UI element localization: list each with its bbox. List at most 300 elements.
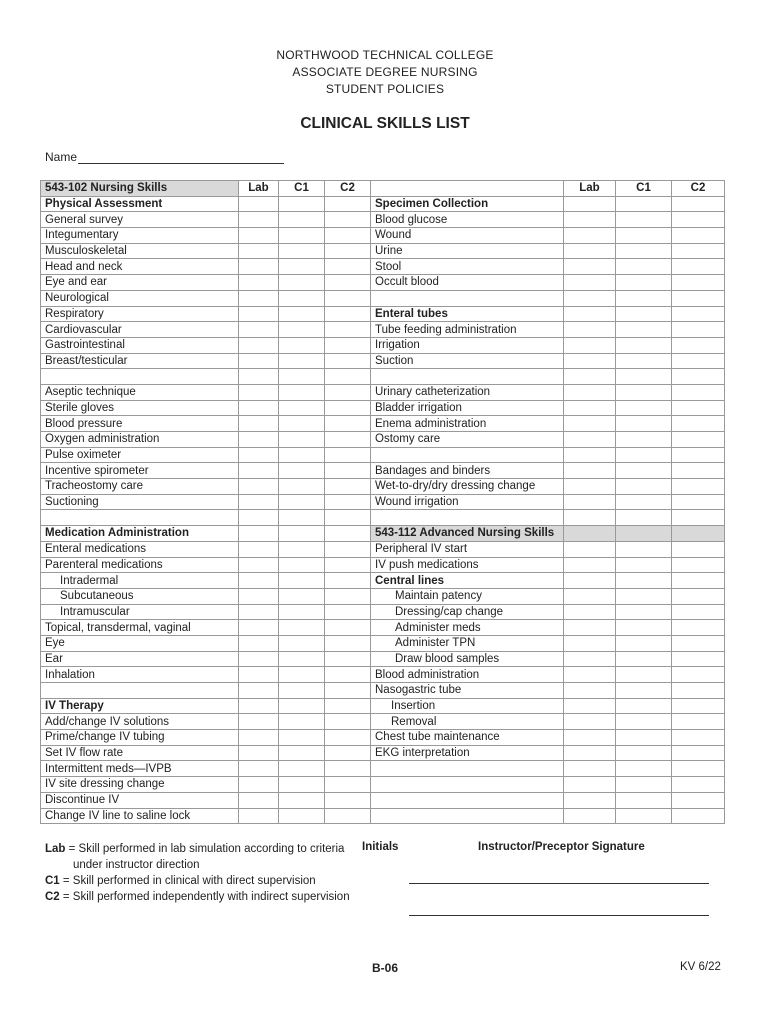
table-row xyxy=(41,541,725,557)
right-lab-initials-cell[interactable] xyxy=(564,416,616,432)
right-c1-initials-cell[interactable] xyxy=(616,792,672,808)
left-c2-initials-cell[interactable] xyxy=(325,228,371,244)
left-c2-initials-cell[interactable] xyxy=(325,353,371,369)
legend-lab-text: = Skill performed in lab simulation according to criteria xyxy=(65,843,345,855)
right-c1-initials-cell[interactable] xyxy=(616,463,672,479)
left-c2-initials-cell[interactable] xyxy=(325,808,371,824)
table-row xyxy=(41,463,725,479)
left-c2-initials-cell[interactable] xyxy=(325,588,371,604)
right-lab-initials-cell[interactable] xyxy=(564,714,616,730)
right-lab-initials-cell[interactable] xyxy=(564,510,616,526)
right-c1-initials-cell[interactable] xyxy=(616,651,672,667)
right-skill-label: 543-112 Advanced Nursing Skills xyxy=(371,526,564,542)
right-c2-initials-cell[interactable] xyxy=(672,714,725,730)
right-lab-initials-cell[interactable] xyxy=(564,526,616,542)
left-c1-initials-cell[interactable] xyxy=(279,259,325,275)
right-skill-label: Specimen Collection xyxy=(371,196,564,212)
right-col-c1-header: C1 xyxy=(616,181,672,197)
table-row xyxy=(41,761,725,777)
left-c2-initials-cell[interactable] xyxy=(325,541,371,557)
table-row xyxy=(41,322,725,338)
right-skill-label: Occult blood xyxy=(371,275,564,291)
right-lab-initials-cell[interactable] xyxy=(564,447,616,463)
left-c2-initials-cell[interactable] xyxy=(325,698,371,714)
left-c1-initials-cell[interactable] xyxy=(279,808,325,824)
signature-line-2[interactable] xyxy=(409,915,709,916)
right-c2-initials-cell[interactable] xyxy=(672,494,725,510)
right-lab-initials-cell[interactable] xyxy=(564,479,616,495)
right-lab-initials-cell[interactable] xyxy=(564,604,616,620)
left-c1-initials-cell[interactable] xyxy=(279,353,325,369)
left-lab-initials-cell[interactable] xyxy=(239,463,279,479)
right-col-c2-header: C2 xyxy=(672,181,725,197)
right-c1-initials-cell[interactable] xyxy=(616,604,672,620)
left-c1-initials-cell[interactable] xyxy=(279,290,325,306)
table-row xyxy=(41,651,725,667)
left-c1-initials-cell[interactable] xyxy=(279,228,325,244)
right-skill-label xyxy=(371,808,564,824)
left-lab-initials-cell[interactable] xyxy=(239,588,279,604)
right-lab-initials-cell[interactable] xyxy=(564,290,616,306)
right-lab-initials-cell[interactable] xyxy=(564,228,616,244)
left-c1-initials-cell[interactable] xyxy=(279,714,325,730)
left-skill-label: Intermittent meds—IVPB xyxy=(41,761,239,777)
right-skill-label: Irrigation xyxy=(371,337,564,353)
right-c2-initials-cell[interactable] xyxy=(672,573,725,589)
right-c1-initials-cell[interactable] xyxy=(616,479,672,495)
left-lab-initials-cell[interactable] xyxy=(239,337,279,353)
right-skill-label: Wet-to-dry/dry dressing change xyxy=(371,479,564,495)
left-lab-initials-cell[interactable] xyxy=(239,667,279,683)
right-c2-initials-cell[interactable] xyxy=(672,698,725,714)
left-lab-initials-cell[interactable] xyxy=(239,526,279,542)
right-c2-initials-cell[interactable] xyxy=(672,730,725,746)
right-c1-initials-cell[interactable] xyxy=(616,259,672,275)
left-lab-initials-cell[interactable] xyxy=(239,761,279,777)
right-lab-initials-cell[interactable] xyxy=(564,667,616,683)
left-c1-initials-cell[interactable] xyxy=(279,730,325,746)
right-c2-initials-cell[interactable] xyxy=(672,667,725,683)
left-lab-initials-cell[interactable] xyxy=(239,353,279,369)
left-lab-initials-cell[interactable] xyxy=(239,604,279,620)
left-c1-initials-cell[interactable] xyxy=(279,620,325,636)
right-lab-initials-cell[interactable] xyxy=(564,573,616,589)
right-c1-initials-cell[interactable] xyxy=(616,494,672,510)
right-c1-initials-cell[interactable] xyxy=(616,306,672,322)
right-c2-initials-cell[interactable] xyxy=(672,243,725,259)
left-lab-initials-cell[interactable] xyxy=(239,714,279,730)
right-c2-initials-cell[interactable] xyxy=(672,808,725,824)
table-row xyxy=(41,777,725,793)
right-c2-initials-cell[interactable] xyxy=(672,416,725,432)
left-c1-initials-cell[interactable] xyxy=(279,369,325,385)
right-c1-initials-cell[interactable] xyxy=(616,761,672,777)
right-lab-initials-cell[interactable] xyxy=(564,337,616,353)
right-c2-initials-cell[interactable] xyxy=(672,604,725,620)
right-c1-initials-cell[interactable] xyxy=(616,369,672,385)
right-c2-initials-cell[interactable] xyxy=(672,337,725,353)
left-c2-initials-cell[interactable] xyxy=(325,557,371,573)
left-c1-initials-cell[interactable] xyxy=(279,212,325,228)
left-lab-initials-cell[interactable] xyxy=(239,510,279,526)
left-c2-initials-cell[interactable] xyxy=(325,667,371,683)
left-c1-initials-cell[interactable] xyxy=(279,651,325,667)
right-lab-initials-cell[interactable] xyxy=(564,730,616,746)
left-c1-initials-cell[interactable] xyxy=(279,479,325,495)
left-skill-label: Neurological xyxy=(41,290,239,306)
name-underline[interactable] xyxy=(78,151,284,164)
right-c1-initials-cell[interactable] xyxy=(616,777,672,793)
left-c1-initials-cell[interactable] xyxy=(279,494,325,510)
right-skill-label: Tube feeding administration xyxy=(371,322,564,338)
right-lab-initials-cell[interactable] xyxy=(564,243,616,259)
left-c2-initials-cell[interactable] xyxy=(325,212,371,228)
left-c1-initials-cell[interactable] xyxy=(279,792,325,808)
left-c2-initials-cell[interactable] xyxy=(325,290,371,306)
right-skill-label: EKG interpretation xyxy=(371,745,564,761)
page-number: B-06 xyxy=(371,961,398,975)
right-c1-initials-cell[interactable] xyxy=(616,228,672,244)
right-lab-initials-cell[interactable] xyxy=(564,777,616,793)
left-lab-initials-cell[interactable] xyxy=(239,290,279,306)
left-c2-initials-cell[interactable] xyxy=(325,447,371,463)
right-lab-initials-cell[interactable] xyxy=(564,808,616,824)
right-lab-initials-cell[interactable] xyxy=(564,369,616,385)
right-lab-initials-cell[interactable] xyxy=(564,212,616,228)
right-c2-initials-cell[interactable] xyxy=(672,620,725,636)
right-c1-initials-cell[interactable] xyxy=(616,635,672,651)
right-c2-initials-cell[interactable] xyxy=(672,384,725,400)
left-c2-initials-cell[interactable] xyxy=(325,526,371,542)
left-skill-label xyxy=(41,510,239,526)
right-lab-initials-cell[interactable] xyxy=(564,384,616,400)
right-c1-initials-cell[interactable] xyxy=(616,416,672,432)
left-c2-initials-cell[interactable] xyxy=(325,337,371,353)
left-c1-initials-cell[interactable] xyxy=(279,777,325,793)
right-lab-initials-cell[interactable] xyxy=(564,400,616,416)
right-lab-initials-cell[interactable] xyxy=(564,620,616,636)
right-lab-initials-cell[interactable] xyxy=(564,353,616,369)
right-c2-initials-cell[interactable] xyxy=(672,353,725,369)
left-lab-initials-cell[interactable] xyxy=(239,369,279,385)
left-skill-label xyxy=(41,369,239,385)
left-c2-initials-cell[interactable] xyxy=(325,463,371,479)
left-c1-initials-cell[interactable] xyxy=(279,761,325,777)
left-c1-initials-cell[interactable] xyxy=(279,322,325,338)
left-c2-initials-cell[interactable] xyxy=(325,683,371,699)
right-c1-initials-cell[interactable] xyxy=(616,573,672,589)
right-lab-initials-cell[interactable] xyxy=(564,541,616,557)
left-lab-initials-cell[interactable] xyxy=(239,432,279,448)
right-skill-label: Blood glucose xyxy=(371,212,564,228)
right-lab-initials-cell[interactable] xyxy=(564,306,616,322)
table-row xyxy=(41,181,725,197)
left-lab-initials-cell[interactable] xyxy=(239,384,279,400)
initials-label: Initials xyxy=(362,841,399,853)
right-c2-initials-cell[interactable] xyxy=(672,212,725,228)
left-c1-initials-cell[interactable] xyxy=(279,275,325,291)
left-c2-initials-cell[interactable] xyxy=(325,432,371,448)
right-c2-initials-cell[interactable] xyxy=(672,369,725,385)
right-lab-initials-cell[interactable] xyxy=(564,275,616,291)
right-skill-label: Insertion xyxy=(371,698,564,714)
right-skill-label xyxy=(371,290,564,306)
right-c2-initials-cell[interactable] xyxy=(672,322,725,338)
left-skill-label: Enteral medications xyxy=(41,541,239,557)
left-lab-initials-cell[interactable] xyxy=(239,777,279,793)
right-c2-initials-cell[interactable] xyxy=(672,432,725,448)
left-c2-initials-cell[interactable] xyxy=(325,306,371,322)
right-lab-initials-cell[interactable] xyxy=(564,322,616,338)
left-c1-initials-cell[interactable] xyxy=(279,541,325,557)
left-c1-initials-cell[interactable] xyxy=(279,745,325,761)
right-c2-initials-cell[interactable] xyxy=(672,463,725,479)
right-lab-initials-cell[interactable] xyxy=(564,557,616,573)
right-c1-initials-cell[interactable] xyxy=(616,588,672,604)
left-lab-initials-cell[interactable] xyxy=(239,683,279,699)
left-c1-initials-cell[interactable] xyxy=(279,667,325,683)
right-c1-initials-cell[interactable] xyxy=(616,337,672,353)
right-c2-initials-cell[interactable] xyxy=(672,651,725,667)
left-c2-initials-cell[interactable] xyxy=(325,620,371,636)
right-c2-initials-cell[interactable] xyxy=(672,275,725,291)
left-c1-initials-cell[interactable] xyxy=(279,432,325,448)
left-c2-initials-cell[interactable] xyxy=(325,196,371,212)
right-c2-initials-cell[interactable] xyxy=(672,510,725,526)
left-c2-initials-cell[interactable] xyxy=(325,369,371,385)
right-c1-initials-cell[interactable] xyxy=(616,541,672,557)
left-lab-initials-cell[interactable] xyxy=(239,573,279,589)
left-lab-initials-cell[interactable] xyxy=(239,196,279,212)
table-row xyxy=(41,604,725,620)
left-c1-initials-cell[interactable] xyxy=(279,557,325,573)
signature-label: Instructor/Preceptor Signature xyxy=(478,841,645,853)
right-c2-initials-cell[interactable] xyxy=(672,683,725,699)
right-skill-label: Enteral tubes xyxy=(371,306,564,322)
left-c1-initials-cell[interactable] xyxy=(279,604,325,620)
left-c1-initials-cell[interactable] xyxy=(279,698,325,714)
left-lab-initials-cell[interactable] xyxy=(239,228,279,244)
left-c2-initials-cell[interactable] xyxy=(325,714,371,730)
right-c2-initials-cell[interactable] xyxy=(672,792,725,808)
right-lab-initials-cell[interactable] xyxy=(564,698,616,714)
left-c2-initials-cell[interactable] xyxy=(325,400,371,416)
right-c1-initials-cell[interactable] xyxy=(616,557,672,573)
left-skill-label: Integumentary xyxy=(41,228,239,244)
right-lab-initials-cell[interactable] xyxy=(564,635,616,651)
right-c1-initials-cell[interactable] xyxy=(616,510,672,526)
left-lab-initials-cell[interactable] xyxy=(239,259,279,275)
right-c1-initials-cell[interactable] xyxy=(616,322,672,338)
left-lab-initials-cell[interactable] xyxy=(239,400,279,416)
right-lab-initials-cell[interactable] xyxy=(564,494,616,510)
right-c1-initials-cell[interactable] xyxy=(616,212,672,228)
left-skill-label: Physical Assessment xyxy=(41,196,239,212)
left-lab-initials-cell[interactable] xyxy=(239,698,279,714)
left-skill-label: Incentive spirometer xyxy=(41,463,239,479)
right-c1-initials-cell[interactable] xyxy=(616,447,672,463)
left-c1-initials-cell[interactable] xyxy=(279,196,325,212)
right-c2-initials-cell[interactable] xyxy=(672,761,725,777)
right-c1-initials-cell[interactable] xyxy=(616,290,672,306)
left-lab-initials-cell[interactable] xyxy=(239,306,279,322)
right-c1-initials-cell[interactable] xyxy=(616,400,672,416)
right-c2-initials-cell[interactable] xyxy=(672,777,725,793)
right-c1-initials-cell[interactable] xyxy=(616,808,672,824)
left-skill-label: Sterile gloves xyxy=(41,400,239,416)
left-c2-initials-cell[interactable] xyxy=(325,384,371,400)
right-c2-initials-cell[interactable] xyxy=(672,196,725,212)
right-c2-initials-cell[interactable] xyxy=(672,557,725,573)
left-skill-label: Eye and ear xyxy=(41,275,239,291)
left-c2-initials-cell[interactable] xyxy=(325,322,371,338)
college-name: NORTHWOOD TECHNICAL COLLEGE xyxy=(276,48,494,62)
left-lab-initials-cell[interactable] xyxy=(239,479,279,495)
left-c2-initials-cell[interactable] xyxy=(325,777,371,793)
right-c1-initials-cell[interactable] xyxy=(616,384,672,400)
left-lab-initials-cell[interactable] xyxy=(239,730,279,746)
left-lab-initials-cell[interactable] xyxy=(239,447,279,463)
right-c1-initials-cell[interactable] xyxy=(616,275,672,291)
left-c1-initials-cell[interactable] xyxy=(279,526,325,542)
name-field[interactable] xyxy=(45,150,284,164)
right-lab-initials-cell[interactable] xyxy=(564,792,616,808)
left-lab-initials-cell[interactable] xyxy=(239,620,279,636)
right-skill-label xyxy=(371,369,564,385)
right-c2-initials-cell[interactable] xyxy=(672,400,725,416)
right-c2-initials-cell[interactable] xyxy=(672,259,725,275)
right-c2-initials-cell[interactable] xyxy=(672,588,725,604)
left-lab-initials-cell[interactable] xyxy=(239,792,279,808)
left-c1-initials-cell[interactable] xyxy=(279,683,325,699)
left-c2-initials-cell[interactable] xyxy=(325,510,371,526)
left-lab-initials-cell[interactable] xyxy=(239,557,279,573)
right-skill-label xyxy=(371,761,564,777)
left-c2-initials-cell[interactable] xyxy=(325,416,371,432)
right-c1-initials-cell[interactable] xyxy=(616,683,672,699)
right-c1-initials-cell[interactable] xyxy=(616,243,672,259)
left-c2-initials-cell[interactable] xyxy=(325,243,371,259)
right-lab-initials-cell[interactable] xyxy=(564,588,616,604)
table-row xyxy=(41,588,725,604)
left-lab-initials-cell[interactable] xyxy=(239,745,279,761)
right-lab-initials-cell[interactable] xyxy=(564,745,616,761)
left-c2-initials-cell[interactable] xyxy=(325,494,371,510)
left-c1-initials-cell[interactable] xyxy=(279,463,325,479)
right-c2-initials-cell[interactable] xyxy=(672,290,725,306)
left-lab-initials-cell[interactable] xyxy=(239,541,279,557)
left-skill-label: Cardiovascular xyxy=(41,322,239,338)
right-c2-initials-cell[interactable] xyxy=(672,306,725,322)
left-c1-initials-cell[interactable] xyxy=(279,510,325,526)
left-lab-initials-cell[interactable] xyxy=(239,651,279,667)
left-c1-initials-cell[interactable] xyxy=(279,588,325,604)
left-c1-initials-cell[interactable] xyxy=(279,384,325,400)
right-c2-initials-cell[interactable] xyxy=(672,635,725,651)
table-row xyxy=(41,400,725,416)
right-c2-initials-cell[interactable] xyxy=(672,447,725,463)
left-lab-initials-cell[interactable] xyxy=(239,494,279,510)
right-lab-initials-cell[interactable] xyxy=(564,683,616,699)
signature-line-1[interactable] xyxy=(409,883,709,884)
left-skill-label: IV site dressing change xyxy=(41,777,239,793)
left-c1-initials-cell[interactable] xyxy=(279,306,325,322)
left-skill-label: Tracheostomy care xyxy=(41,479,239,495)
right-skill-label: IV push medications xyxy=(371,557,564,573)
left-c2-initials-cell[interactable] xyxy=(325,792,371,808)
right-skill-label: Wound irrigation xyxy=(371,494,564,510)
table-row xyxy=(41,698,725,714)
legend xyxy=(45,841,350,905)
left-c1-initials-cell[interactable] xyxy=(279,243,325,259)
left-lab-initials-cell[interactable] xyxy=(239,808,279,824)
left-c2-initials-cell[interactable] xyxy=(325,651,371,667)
right-skill-label: Ostomy care xyxy=(371,432,564,448)
right-c1-initials-cell[interactable] xyxy=(616,353,672,369)
left-c2-initials-cell[interactable] xyxy=(325,259,371,275)
left-c2-initials-cell[interactable] xyxy=(325,275,371,291)
left-c2-initials-cell[interactable] xyxy=(325,573,371,589)
right-lab-initials-cell[interactable] xyxy=(564,259,616,275)
left-c1-initials-cell[interactable] xyxy=(279,573,325,589)
left-c1-initials-cell[interactable] xyxy=(279,416,325,432)
left-c2-initials-cell[interactable] xyxy=(325,635,371,651)
right-c2-initials-cell[interactable] xyxy=(672,745,725,761)
right-c1-initials-cell[interactable] xyxy=(616,667,672,683)
right-lab-initials-cell[interactable] xyxy=(564,196,616,212)
right-c1-initials-cell[interactable] xyxy=(616,432,672,448)
left-c1-initials-cell[interactable] xyxy=(279,337,325,353)
left-lab-initials-cell[interactable] xyxy=(239,212,279,228)
right-c2-initials-cell[interactable] xyxy=(672,228,725,244)
right-c1-initials-cell[interactable] xyxy=(616,730,672,746)
table-row xyxy=(41,635,725,651)
right-lab-initials-cell[interactable] xyxy=(564,761,616,777)
left-lab-initials-cell[interactable] xyxy=(239,275,279,291)
right-lab-initials-cell[interactable] xyxy=(564,651,616,667)
right-c1-initials-cell[interactable] xyxy=(616,526,672,542)
legend-lab-term: Lab xyxy=(45,843,66,855)
left-lab-initials-cell[interactable] xyxy=(239,416,279,432)
right-c1-initials-cell[interactable] xyxy=(616,698,672,714)
right-c2-initials-cell[interactable] xyxy=(672,526,725,542)
left-lab-initials-cell[interactable] xyxy=(239,322,279,338)
left-c1-initials-cell[interactable] xyxy=(279,635,325,651)
left-c2-initials-cell[interactable] xyxy=(325,730,371,746)
left-c2-initials-cell[interactable] xyxy=(325,745,371,761)
left-c2-initials-cell[interactable] xyxy=(325,479,371,495)
right-c1-initials-cell[interactable] xyxy=(616,620,672,636)
right-c2-initials-cell[interactable] xyxy=(672,541,725,557)
table-row xyxy=(41,792,725,808)
right-lab-initials-cell[interactable] xyxy=(564,432,616,448)
table-row xyxy=(41,369,725,385)
left-c1-initials-cell[interactable] xyxy=(279,447,325,463)
right-c1-initials-cell[interactable] xyxy=(616,745,672,761)
left-skill-label: Pulse oximeter xyxy=(41,447,239,463)
right-lab-initials-cell[interactable] xyxy=(564,463,616,479)
right-c2-initials-cell[interactable] xyxy=(672,479,725,495)
right-c1-initials-cell[interactable] xyxy=(616,714,672,730)
left-c2-initials-cell[interactable] xyxy=(325,604,371,620)
left-c2-initials-cell[interactable] xyxy=(325,761,371,777)
table-row xyxy=(41,808,725,824)
left-lab-initials-cell[interactable] xyxy=(239,635,279,651)
left-lab-initials-cell[interactable] xyxy=(239,243,279,259)
left-c1-initials-cell[interactable] xyxy=(279,400,325,416)
right-skill-label: Urine xyxy=(371,243,564,259)
right-c1-initials-cell[interactable] xyxy=(616,196,672,212)
